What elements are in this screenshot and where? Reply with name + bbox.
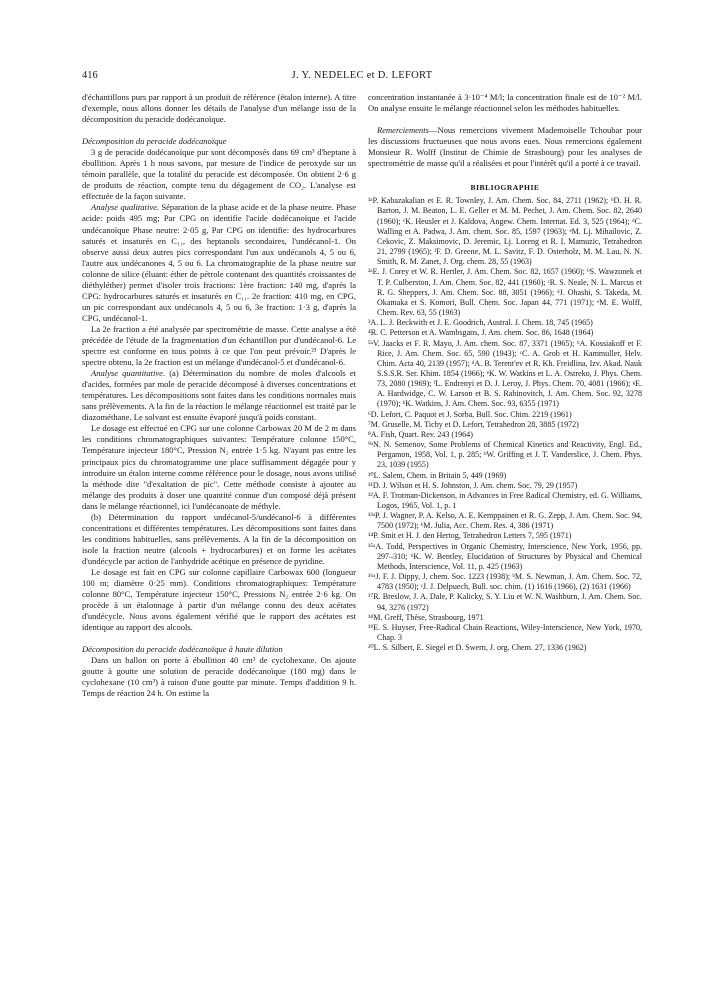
- paragraph: Le dosage est effectué en CPG sur une colonne Carbowax 20 M de 2 m dans les conditions chromatographiques suivantes: Température colonne 150°C, Température injecteur 180°C, Pression N₂ entrée 1·5 kg. N'ayant pas entre les principaux pics du chromatogramme une place suffisamment dégagée pour y introduire un étalon interne comme référence pour le dosage, nous avons utilisé la méthode dite "d'exaltation de pic". Cette méthode consiste à ajouter au mélange des produits à doser une quantité connue d'un composé déjà présent dans le mélange réactionnel, ici l'undécanoate de méthyle.: [82, 423, 356, 511]
- bibliography-heading: BIBLIOGRAPHIE: [470, 183, 540, 193]
- reference-item: ⁶D. Lefort, C. Paquot et J. Sorba, Bull. Soc. Chim. 2219 (1961): [368, 409, 572, 419]
- section-heading-decomposition: Décomposition du peracide dodécanoïque: [82, 136, 227, 147]
- reference-item: ²ᵃE. J. Corey et W. R. Hertler, J. Am. Chem. Soc. 82, 1657 (1960); ᵇS. Wawzonek et T. P. Culberston, J. Am. Chem. Soc. 82, 441 (1960); ᶜR. S. Neale, N. L. Marcus et R. G. Sheppers, J. Am. Chem. Soc. 88, 3051 (1966); ᵈJ. Ohashi, S. Takeda, M. Okamaka et S. Komori, Bull. Chem. Soc. Japan 44, 771 (1971); ᵉM. E. Wolff, Chem. Rev. 63, 55 (1963): [368, 267, 642, 318]
- left-column: [82, 92, 356, 699]
- reference-item: ¹⁸M. Greff, Thèse, Strasbourg, 1971: [368, 612, 484, 622]
- reference-item: ²⁰L. S. Silbert, E. Siegel et D. Swern, J. org. Chem. 27, 1336 (1962): [368, 643, 587, 653]
- paragraph: Dans un ballon on porte à ébullition 40 cm³ de cyclohexane. On ajoute goutte à goutte une solution de peracide dodécanoïque (180 mg) dans le cyclohexane (10 cm³) à raison d'une goutte par minute. Temps d'addition 9 h. Temps de réaction 24 h. On estime la: [82, 655, 356, 699]
- paragraph: (b) Détermination du rapport undécanol-5/undécanol-6 à différentes concentrations et différentes températures. Les décompositions sont faites dans les conditions habituelles, sans prélèvements. A la fin de la décomposition on isole la fraction neutre (alcools + hydrocarbures) et on forme les acétates d'undécycle par action de l'anhydride acétique en présence de pyridine.: [82, 511, 356, 566]
- reference-item: ¹²A. F. Trotman-Dickenson, in Advances in Free Radical Chemistry, ed. G. Williams, Logos, 1965, Vol. 1, p. 1: [368, 490, 642, 511]
- reference-item: ¹⁵ᵃA. Todd, Perspectives in Organic Chemistry, Interscience, New York, 1956, pp. 297–310; ᵇK. W. Bentley, Elucidation of Structures by Physical and Chemical Methods, Interscience, Vol. 11, p. 425 (1963): [368, 541, 642, 571]
- reference-item: ⁸A. Fish, Quart. Rev. 243 (1964): [368, 429, 473, 439]
- paragraph-text: (a) Détermination du nombre de moles d'alcools et d'acides, formées par mole de peracide décomposé à diverses concentrations et températures. Les décompositions sont faites dans les conditions normales mais sans prélèvements. A la fin de la réaction le mélange réactionnel est traité par le diazométhane. Le solvant est ensuite évaporé jusqu'à poids constant.: [82, 368, 356, 423]
- acknowledgements-text: —Nous remercions vivement Mademoiselle Tchoubar pour les discussions fructueuses que nous avons eues. Nous remercions également Monsieur R. Wolff (Institut de Chimie de Strasbourg) pour les analyses de spectrométrie de masse qu'il a réalisées et pour l'intérêt qu'il a porté à ce travail.: [368, 125, 642, 169]
- right-column: [368, 92, 642, 653]
- reference-list: [368, 196, 642, 653]
- paragraph: d'échantillons purs par rapport à un produit de référence (étalon interne). A titre d'exemple, nous allons donner les détails de l'analyse d'un mélange issu de la décomposition du peracide dodécanoïque.: [82, 92, 356, 125]
- running-header: [82, 70, 642, 84]
- run-in-heading: Analyse qualitative.: [91, 202, 160, 213]
- paragraph-qualitative: [82, 202, 356, 324]
- reference-item: ¹⁷R. Breslow, J. A. Dale, P. Kalicky, S. Y. Liu et W. N. Washburn, J. Am. Chem. Soc. 94, 3276 (1972): [368, 592, 642, 612]
- paragraph: La 2e fraction a été analysée par spectrométrie de masse. Cette analyse a été précédée de l'étude de la fragmentation d'un échantillon pur d'undécanol-6. Le spectre est conforme en tous points à ce que l'on peut prévoir.²³ D'après le spectre obtenu, la 2e fraction est un mélange d'undécanol-5 et d'undécanol-6.: [82, 323, 356, 368]
- reference-item: ⁵ᵃV. Jaacks et F. R. Mayo, J. Am. chem. Soc. 87, 3371 (1965); ᵇA. Kossiakoff et F. Rice, J. Am. Chem. Soc. 65, 590 (1943); ᶜC. A. Grob et H. Kammuller, Helv. Chim. Acta 40, 2139 (1957); ᵈA. B. Terent'ev et R. Kh. Freidlina, Izv. Akad. Nauk S.S.S.R. Ser. Khim. 1854 (1966); ᵉK. W. Watkins et L. A. Ostreko, J. Phys. Chem. 73, 2080 (1969); ᶠL. Endrenyi et D. J. Leroy, J. Phys. Chem. 70, 4081 (1966); ᵍE. A. Hardwidge, C. W. Larson et B. S. Rabinovitch, J. Am. Chem. Soc. 92, 3278 (1970); ʰK. Watkins, J. Am. Chem. Soc. 93, 6355 (1971): [368, 338, 642, 409]
- reference-item: ¹¹D. J. Wilson et H. S. Johnston, J. Am. chem. Soc. 79, 29 (1957): [368, 480, 578, 490]
- paragraph-text: Séparation de la phase acide et de la phase neutre. Phase acide: poids 495 mg; Par CPG on identifie l'acide dodécanoïque et l'acide undécanoïque Phase neutre: 2·05 g, Par CPG on identifie: des hydrocarbures saturés et insaturés en C₁₁, des heptanols secondaires, l'undécanol-1. On observe aussi deux autres pics correspondant l'un aux undécanols 4, 5 ou 6, l'autre aux undécanones 4, 5 ou 6. La chromatographie de la phase neutre sur colonne de silice (éluant: éther de pétrole contenant des quantités croissantes de diéthyléther) permet d'isoler trois fractions: 1ère fraction: 140 mg, d'après la CPG: hydrocarbures saturés et insaturés en C₁₁. 2e fraction: 410 mg, en CPG, un pic correspondant aux undécanols 4, 5 ou 6, 3e fraction: 1·3 g, d'après la CPG, undécanol-1.: [82, 202, 357, 323]
- reference-item: ¹⁹E. S. Huyser, Free-Radical Chain Reactions, Wiley-Interscience, New York, 1970, Chap. 3: [368, 622, 642, 643]
- acknowledgements-label: Remerciements: [377, 125, 429, 136]
- reference-item: ⁷M. Gruselle, M. Tichy et D. Lefort, Tetrahedron 28, 3885 (1972): [368, 419, 579, 429]
- reference-item: ¹ᵃP. Kabazakalian et E. R. Townley, J. Am. Chem. Soc. 84, 2711 (1962); ᵇD. H. R. Barton, J. M. Beaton, L. E. Geller et M. M. Pechet, J. Am. Chem. Soc. 82, 2640 (1960); ᶜK. Heusler et J. Kaldova, Angew. Chem. Internat. Ed. 3, 525 (1964); ᵈC. Walling et A. Padwa, J. Am. chem. Soc. 85, 1597 (1963); ᵉM. Lj. Mihailovic, Z. Cekovic, Z. Maksimovic, D. Jeremic, Lj. Loreng et R. I. Mamuzic, Tetrahedron 21, 2799 (1965); ᶠF. D. Greene, M. L. Savitz, F. D. Osterholz, M. M. Lau, N. N. Smith, R. M. Zanet, J. Org. chem. 28, 55 (1963): [368, 196, 642, 267]
- acknowledgements: [368, 125, 642, 169]
- run-in-heading: Analyse quantitative.: [91, 368, 166, 379]
- reference-item: ¹⁴P. Smit et H. J. den Hertog, Tetrahedron Letters 7, 595 (1971): [368, 531, 572, 541]
- running-head-authors: J. Y. NEDELEC et D. LEFORT: [291, 70, 433, 81]
- reference-item: ⁹ᵃN. N. Semenov, Some Problems of Chemical Kinetics and Reactivity, Engl. Ed., Pergamon, 1958, Vol. 1, p. 285; ᵇW. Griffing et J. T. Vanderslice, J. Chem. Phys. 23, 1039 (1955): [368, 440, 642, 470]
- reference-item: ³A. L. J. Beckwith et J. E. Goodrich, Austral. J. Chem. 18, 745 (1965): [368, 318, 593, 328]
- paragraph: concentration instantanée à 3·10⁻⁴ M/l; la concentration finale est de 10⁻² M/l. On analyse ensuite le mélange réactionnel selon les méthodes habituelles.: [368, 92, 642, 114]
- page-number: 416: [82, 70, 98, 81]
- reference-item: ¹⁰L. Salem, Chem. in Britain 5, 449 (1969): [368, 470, 507, 480]
- section-heading-high-dilution: Décomposition du peracide dodécanoïque à haute dilution: [82, 644, 283, 655]
- reference-item: ¹⁶ᵃJ. F. J. Dippy, J. chem. Soc. 1223 (1938); ᵇM. S. Newman, J. Am. Chem. Soc. 72, 4783 (1950); ᶜJ. J. Delpuech, Bull. soc. chim. (1) 1616 (1966), (2) 1631 (1966): [368, 572, 642, 592]
- paragraph: Le dosage est fait en CPG sur colonne capillaire Carbowax 600 (longueur 100 m; diamètre 0·25 mm). Conditions chromatographiques: Température colonne 80°C, Température injecteur 150°C, Pressions N₂ entrée 2·6 kg. On procède à un étalonnage à partir d'un mélange connu des deux acétates d'undécycle. Nous avons également vérifié que le rapport des acétates est identique au rapport des alcools.: [82, 566, 356, 633]
- paragraph-quantitative: [82, 368, 356, 423]
- reference-item: ⁴R. C. Petterson et A. Wambsgans, J. Am. chem. Soc. 86, 1648 (1964): [368, 328, 594, 338]
- reference-item: ¹³ᵃP. J. Wagner, P. A. Kelso, A. E. Kemppainen et R. G. Zepp, J. Am. Chem. Soc. 94, 7500 (1972); ᵇM. Julia, Acc. Chem. Res. 4, 386 (1971): [368, 511, 642, 531]
- paragraph: 3 g de peracide dodécanoïque pur sont décomposés dans 69 cm³ d'heptane à ébullition. Après 1 h nous savons, par mesure de l'indice de peroxyde sur un témoin parallèle, que la totalité du peracide est décomposée. On obtient 2·6 g de produits de réaction, compte tenu du dégagement de CO₂. L'analyse est effectuée de la façon suivante.: [82, 147, 356, 202]
